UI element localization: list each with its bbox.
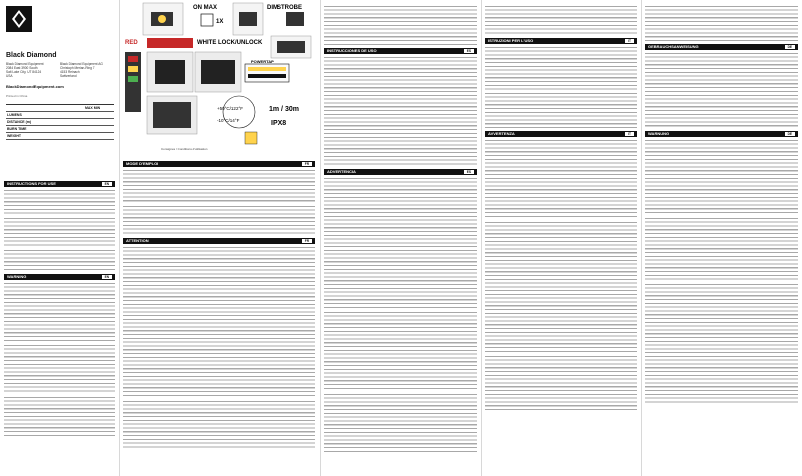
section-bar-istruzioni: ISTRUZIONI PER L'USO IT: [485, 38, 637, 44]
black-diamond-logo-icon: [6, 6, 32, 32]
svg-text:1m / 30m: 1m / 30m: [269, 106, 299, 113]
section-bar-advertencia: ADVERTENCIA ES: [324, 169, 477, 175]
section-bar-warning: WARNING EN: [4, 274, 115, 280]
mode-panel-dim: [233, 3, 263, 35]
english-text: [4, 178, 115, 438]
section-bar-instructions: INSTRUCTIONS FOR USE EN: [4, 181, 115, 187]
section-bar-gebrauchsanweisung: GEBRAUCHSANWEISUNG DE: [645, 44, 798, 50]
address-us: Black Diamond Equipment 2084 East 3900 South Salt Lake City, UT 84124 USA: [6, 62, 44, 78]
column-spanish: [320, 0, 481, 476]
french-text: [123, 158, 315, 452]
website-url: BlackDiamondEquipment.com: [6, 84, 64, 89]
column-english: [0, 0, 119, 476]
address-eu: Black Diamond Equipment AG Christoph Merian-Ring 7 4153 Reinach Switzerland: [60, 62, 103, 78]
column-italian: [481, 0, 641, 476]
label-on-max: ON MAX: [193, 5, 217, 11]
column-french: [119, 0, 319, 476]
section-bar-avvertenza: AVVERTENZA IT: [485, 131, 637, 137]
svg-text:Consignes / Conditions d'utili: Consignes / Conditions d'utilisation: [161, 147, 208, 151]
spec-row: BURN TIME: [6, 126, 114, 133]
label-white-lock: WHITE LOCK/UNLOCK: [197, 40, 263, 46]
svg-text:1X: 1X: [216, 19, 224, 25]
section-bar-instrucciones: INSTRUCCIONES DE USO ES: [324, 48, 477, 54]
column-german: [641, 0, 802, 476]
german-text: [645, 4, 798, 407]
label-temp-hot: +50°C/122°F: [217, 106, 243, 111]
spec-table: MAX MIN LUMENS DISTANCE (m) BURN TIME WEIGHT: [6, 104, 114, 140]
spec-row: WEIGHT: [6, 133, 114, 140]
spec-row: LUMENS: [6, 112, 114, 119]
spanish-text: [324, 4, 477, 455]
italian-text: [485, 4, 637, 413]
label-temp-cold: -10°C/14°F: [217, 118, 240, 123]
label-red: RED: [125, 40, 138, 46]
headlamp-diagram: [121, 0, 317, 155]
label-dim: DIM: [267, 5, 278, 11]
label-strobe: STROBE: [277, 5, 303, 11]
brand-name: Black Diamond: [6, 52, 57, 59]
spec-row: DISTANCE (m): [6, 119, 114, 126]
print-note: Printed in China: [6, 94, 28, 98]
section-bar-mode-emploi: MODE D'EMPLOI FR: [123, 161, 315, 167]
mode-panel-on-max: [143, 3, 183, 35]
section-bar-warnung: WARNUNG DE: [645, 131, 798, 137]
battery-indicator-strip: [125, 52, 141, 112]
label-powertap: POWERTAP: [251, 59, 274, 64]
label-ipx8: IPX8: [271, 120, 287, 127]
section-bar-attention: ATTENTION FR: [123, 238, 315, 244]
